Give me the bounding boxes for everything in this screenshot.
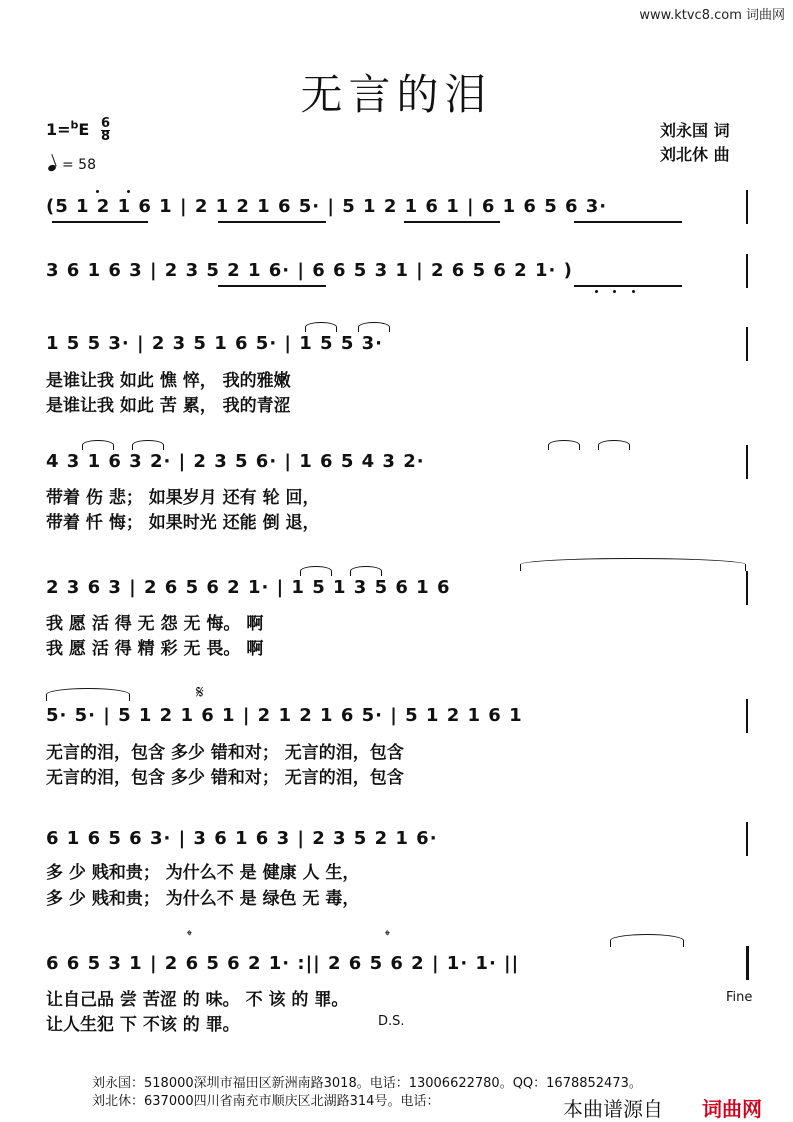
beam-line xyxy=(574,285,682,287)
lyric-row-6b: 无言的泪，包含 多少 错和对； 无言的泪，包含 xyxy=(46,768,404,788)
bar-line xyxy=(746,699,748,733)
bar-line xyxy=(746,571,748,605)
bar-line xyxy=(746,327,748,361)
slur xyxy=(358,322,390,332)
slur xyxy=(300,566,332,576)
bar-line xyxy=(746,822,748,856)
final-bar-line xyxy=(746,946,749,980)
beam-line xyxy=(218,285,326,287)
bar-line xyxy=(746,254,748,288)
high-dot xyxy=(127,190,130,193)
coda-icon-2: 𝄌 xyxy=(385,928,390,944)
segno-icon: 𝄋 xyxy=(196,682,204,703)
time-bottom: 8 xyxy=(100,129,110,144)
flat-sign: b xyxy=(70,118,79,132)
high-dot xyxy=(96,190,99,193)
low-dot xyxy=(613,290,616,293)
notation-row-8: 6 6 5 3 1 | 2 6 5 6 2 1· :|| 2 6 5 6 2 | 1· 1· || xyxy=(46,953,520,974)
slur xyxy=(548,440,580,450)
lyric-row-7b: 多 少 贱和贵； 为什么不 是 绿色 无 毒， xyxy=(46,889,360,909)
lyric-row-6a: 无言的泪，包含 多少 错和对； 无言的泪，包含 xyxy=(46,743,404,763)
low-dot xyxy=(595,290,598,293)
beam-line xyxy=(404,221,500,223)
notation-row-6: 5· 5· | 5 1 2 1 6 1 | 2 1 2 1 6 5· | 5 1 2 1 6 1 xyxy=(46,705,523,726)
footer-contact-2: 刘北休：637000四川省南充市顺庆区北湖路314号。电话： xyxy=(92,1094,440,1109)
slur xyxy=(350,566,382,576)
quarter-note-icon xyxy=(47,164,57,172)
key-note: E xyxy=(78,120,90,139)
low-dot xyxy=(632,290,635,293)
slur xyxy=(305,322,337,332)
source-label: 本曲谱源自 xyxy=(563,1097,663,1121)
composer-credit: 刘北休 曲 xyxy=(660,145,730,164)
lyric-row-5a: 我 愿 活 得 无 怨 无 悔。 啊 xyxy=(46,614,264,634)
lyricist-credit: 刘永国 词 xyxy=(660,121,730,140)
beam-line xyxy=(218,221,326,223)
notation-row-5: 2 3 6 3 | 2 6 5 6 2 1· | 1 5 1 3 5 6 1 6 xyxy=(46,577,451,598)
phrase-slur xyxy=(610,934,684,947)
lyric-row-3a: 是谁让我 如此 憔 悴， 我的雅嫩 xyxy=(46,371,291,391)
lyric-row-3b: 是谁让我 如此 苦 累， 我的青涩 xyxy=(46,396,291,416)
song-title: 无言的泪 xyxy=(300,70,493,119)
notation-row-4: 4 3 1 6 3 2· | 2 3 5 6· | 1 6 5 4 3 2· xyxy=(46,451,425,472)
slur xyxy=(598,440,630,450)
lyric-row-5b: 我 愿 活 得 精 彩 无 畏。 啊 xyxy=(46,639,264,659)
source-brand: 词曲网 xyxy=(702,1097,762,1121)
lyric-row-4a: 带着 伤 悲； 如果岁月 还有 轮 回， xyxy=(46,488,320,508)
beam-line xyxy=(574,221,682,223)
slur xyxy=(82,440,114,450)
phrase-slur xyxy=(46,688,130,701)
time-signature xyxy=(101,118,110,143)
phrase-slur xyxy=(520,558,746,571)
coda-icon: 𝄌 xyxy=(187,928,192,944)
bar-line xyxy=(746,190,748,224)
lyric-row-8a: 让自己品 尝 苦涩 的 味。 不 该 的 罪。 xyxy=(46,990,349,1010)
key-signature xyxy=(46,118,110,143)
footer-contact-1: 刘永国：518000深圳市福田区新洲南路3018。电话：13006622780。QQ：1678852473。 xyxy=(92,1076,642,1091)
notation-row-7: 6 1 6 5 6 3· | 3 6 1 6 3 | 2 3 5 2 1 6· xyxy=(46,828,438,849)
lyric-row-7a: 多 少 贱和贵； 为什么不 是 健康 人 生， xyxy=(46,863,360,883)
notation-row-3: 1 5 5 3· | 2 3 5 1 6 5· | 1 5 5 3· xyxy=(46,333,384,354)
fine-mark: Fine xyxy=(726,990,753,1005)
time-top: 6 xyxy=(100,116,110,131)
watermark-url: www.ktvc8.com 词曲网 xyxy=(639,8,785,23)
notation-row-1: (5 1 2 1 6 1 | 2 1 2 1 6 5· | 5 1 2 1 6 1 | 6 1 6 5 6 3· xyxy=(46,196,608,217)
lyric-row-8b: 让人生犯 下 不该 的 罪。 xyxy=(46,1015,240,1035)
tempo-value: = 58 xyxy=(62,157,96,173)
key-prefix: 1= xyxy=(46,120,71,139)
beam-line xyxy=(52,221,148,223)
bar-line xyxy=(746,445,748,479)
lyric-row-4b: 带着 忏 悔； 如果时光 还能 倒 退， xyxy=(46,513,320,533)
notation-row-2: 3 6 1 6 3 | 2 3 5 2 1 6· | 6 6 5 3 1 | 2 6 5 6 2 1· ) xyxy=(46,260,573,281)
tempo-marking xyxy=(48,157,96,173)
ds-mark: D.S. xyxy=(378,1014,405,1029)
slur xyxy=(132,440,164,450)
